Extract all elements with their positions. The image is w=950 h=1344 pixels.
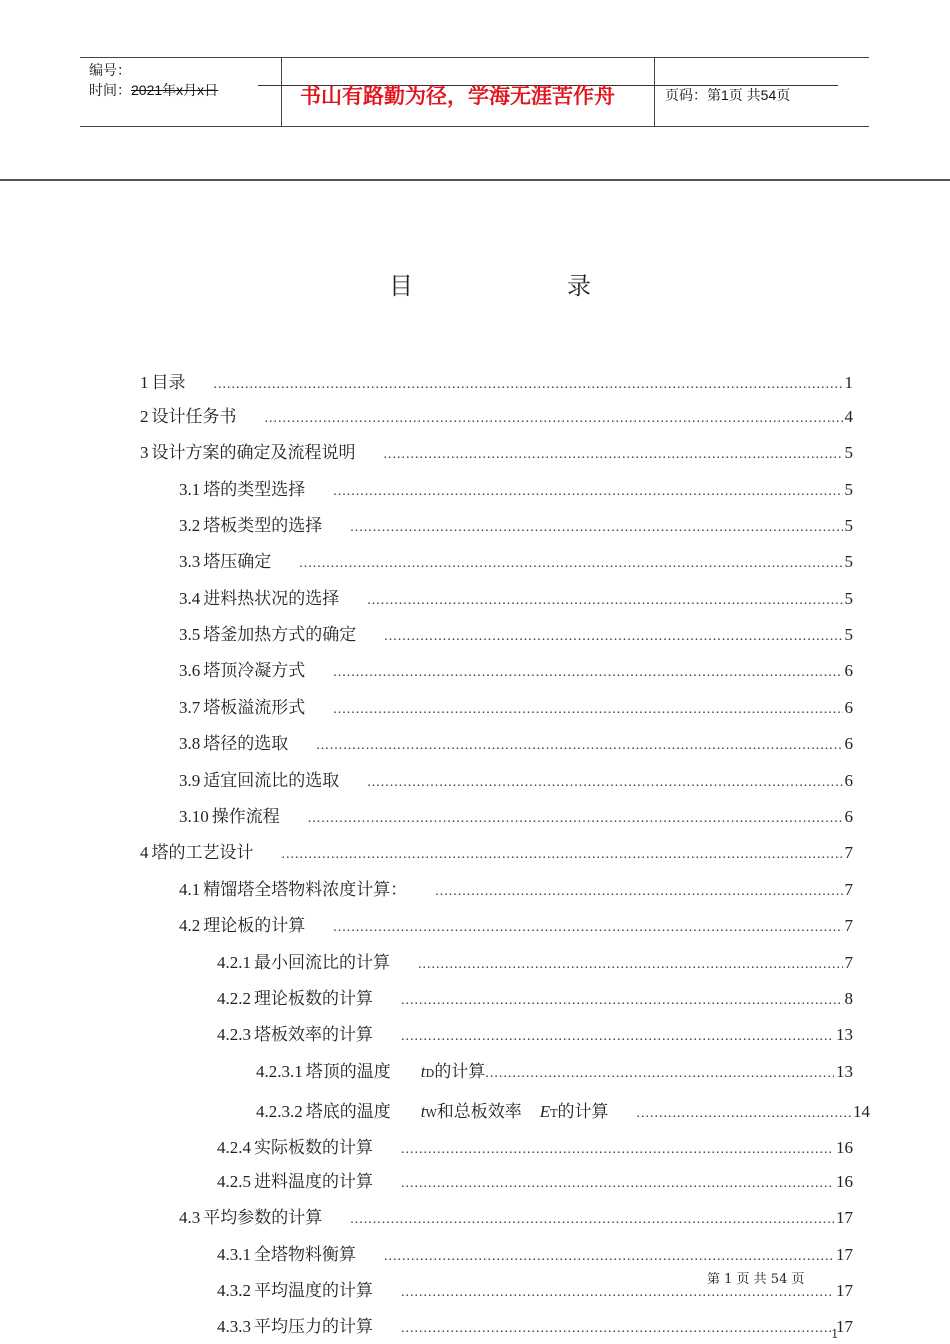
toc-entry-number: 3.5 <box>179 625 201 644</box>
toc-entry-leader-dots <box>333 702 842 718</box>
toc-entry-title: 精馏塔全塔物料浓度计算： <box>203 880 408 900</box>
toc-entry[interactable] <box>179 475 853 503</box>
toc-entry-title: 设计任务书 <box>151 407 237 427</box>
toc-entry-title: 平均压力的计算 <box>254 1317 373 1337</box>
toc-entry[interactable] <box>179 656 853 684</box>
toc-entry-title: 适宜回流比的选取 <box>203 771 340 791</box>
toc-entry-variable-subscript: W <box>425 1107 437 1120</box>
toc-entry-leader-dots <box>384 1249 834 1265</box>
toc-entry-number: 4.3.3 <box>217 1317 251 1336</box>
toc-title-left: 目 <box>389 272 413 300</box>
toc-entry-leader-dots <box>418 957 843 973</box>
toc-entry[interactable] <box>217 1240 853 1268</box>
toc-entry-leader-dots <box>485 1066 834 1082</box>
toc-entry-leader-dots <box>401 1142 834 1158</box>
header-divider-left <box>281 57 282 126</box>
toc-entry-leader-dots <box>367 775 842 791</box>
toc-entry-page: 16 <box>836 1138 853 1157</box>
toc-entry-leader-dots <box>350 520 842 536</box>
toc-entry-leader-dots <box>333 665 842 681</box>
toc-entry-page: 7 <box>844 880 853 899</box>
toc-entry-page: 17 <box>836 1208 853 1227</box>
toc-entry[interactable] <box>140 368 853 396</box>
toc-entry-page: 13 <box>836 1062 853 1081</box>
toc-entry[interactable] <box>179 766 853 794</box>
toc-entry-variable: t <box>420 1062 426 1081</box>
toc-entry-number: 3.9 <box>179 771 201 790</box>
toc-entry[interactable] <box>140 402 853 430</box>
toc-entry-leader-dots <box>333 484 842 500</box>
toc-entry-page: 8 <box>844 989 853 1008</box>
toc-entry-leader-dots <box>401 993 843 1009</box>
footer-page-number: 第 1 页 共 54 页 <box>707 1272 805 1287</box>
toc-entry-number: 4 <box>140 843 149 862</box>
toc-entry-title: 设计方案的确定及流程说明 <box>151 443 356 463</box>
header-motto: 书山有路勤为径，学海无涯苦作舟 <box>300 84 615 108</box>
toc-entry-title: 塔板溢流形式 <box>203 698 306 718</box>
toc-entry-page: 17 <box>836 1281 853 1300</box>
toc-entry[interactable] <box>256 1097 870 1125</box>
toc-entry-title: 平均参数的计算 <box>203 1208 323 1228</box>
toc-entry-page: 6 <box>844 734 853 753</box>
toc-entry-leader-dots <box>265 411 843 427</box>
toc-entry[interactable] <box>140 438 853 466</box>
toc-entry-title: 最小回流比的计算 <box>254 953 390 973</box>
toc-entry[interactable] <box>217 1020 853 1048</box>
toc-entry[interactable] <box>217 1312 853 1340</box>
toc-entry-title: 理论板的计算 <box>203 916 306 936</box>
toc-entry-variable-subscript: D <box>425 1067 435 1080</box>
toc-entry[interactable] <box>179 911 853 939</box>
toc-entry-tail: 的计算 <box>557 1102 609 1122</box>
toc-entry[interactable] <box>140 838 853 866</box>
toc-entry-leader-dots <box>401 1176 834 1192</box>
toc-entry-title: 平均温度的计算 <box>254 1281 373 1301</box>
header-time <box>89 80 218 100</box>
toc-entry[interactable] <box>179 693 853 721</box>
toc-entry-number: 3.4 <box>179 589 201 608</box>
toc-entry-variable-2: E <box>539 1102 551 1121</box>
toc-entry-leader-dots <box>401 1285 834 1301</box>
toc-entry-number: 2 <box>140 407 149 426</box>
toc-entry[interactable] <box>179 620 853 648</box>
toc-entry[interactable] <box>179 729 853 757</box>
toc-entry-number: 3.8 <box>179 734 201 753</box>
toc-entry-page: 6 <box>844 807 853 826</box>
toc-entry-page: 13 <box>836 1025 853 1044</box>
toc-entry-title: 塔的类型选择 <box>203 480 306 500</box>
footer-corner-number: 1 <box>831 1327 839 1341</box>
toc-entry-leader-dots <box>384 629 842 645</box>
toc-entry-page: 5 <box>844 516 853 535</box>
toc-entry-page: 1 <box>844 373 853 392</box>
toc-entry-number: 4.2.1 <box>217 953 251 972</box>
toc-entry[interactable] <box>179 875 853 903</box>
toc-entry-number: 3.2 <box>179 516 201 535</box>
header-number-label: 编号： <box>89 62 131 78</box>
toc-title-right: 录 <box>567 272 591 300</box>
toc-entry-title: 塔底的温度 <box>305 1102 391 1122</box>
toc-entry[interactable] <box>179 584 853 612</box>
toc-entry-leader-dots <box>401 1029 834 1045</box>
toc-entry-page: 4 <box>844 407 853 426</box>
toc-entry-formula <box>421 1057 486 1082</box>
toc-entry[interactable] <box>217 984 853 1012</box>
toc-entry[interactable] <box>217 1133 853 1161</box>
toc-entry-number: 4.2.3 <box>217 1025 251 1044</box>
toc-entry-number: 4.2.3.2 <box>256 1102 303 1121</box>
toc-entry-title: 塔顶的温度 <box>305 1062 391 1082</box>
toc-entry-page: 17 <box>836 1245 853 1264</box>
toc-entry-page: 5 <box>844 625 853 644</box>
toc-entry-number: 3 <box>140 443 149 462</box>
toc-entry-title: 理论板数的计算 <box>254 989 373 1009</box>
toc-entry-title: 塔板类型的选择 <box>203 516 323 536</box>
toc-entry-title: 塔的工艺设计 <box>151 843 254 863</box>
toc-entry-page: 6 <box>844 661 853 680</box>
toc-entry-page: 5 <box>844 552 853 571</box>
toc-entry-page: 6 <box>844 698 853 717</box>
toc-entry-number: 4.3.1 <box>217 1245 251 1264</box>
toc-entry-number: 4.2.2 <box>217 989 251 1008</box>
toc-entry-title: 塔径的选取 <box>203 734 289 754</box>
toc-entry-number: 4.3.2 <box>217 1281 251 1300</box>
toc-entry-leader-dots <box>333 920 842 936</box>
toc-entry-leader-dots <box>384 447 843 463</box>
toc-entry-leader-dots <box>308 811 843 827</box>
toc-entry-title: 操作流程 <box>211 807 280 827</box>
toc-entry-page: 7 <box>844 953 853 972</box>
toc-entry-page: 16 <box>836 1172 853 1191</box>
toc-entry-page: 7 <box>844 843 853 862</box>
toc-entry-number: 3.7 <box>179 698 201 717</box>
toc-entry-leader-dots <box>316 738 842 754</box>
toc-entry-number: 4.2.3.1 <box>256 1062 303 1081</box>
toc-entry-title: 实际板数的计算 <box>254 1138 373 1158</box>
toc-entry-title: 塔釜加热方式的确定 <box>203 625 357 645</box>
toc-entry-title: 塔板效率的计算 <box>254 1025 373 1045</box>
toc-entry-number: 4.3 <box>179 1208 201 1227</box>
header-divider-right <box>654 57 655 126</box>
toc-entry-number: 4.2.5 <box>217 1172 251 1191</box>
toc-entry-leader-dots <box>637 1106 851 1122</box>
toc-entry-leader-dots <box>299 556 842 572</box>
toc-entry-page: 14 <box>853 1102 870 1121</box>
toc-entry-tail: 的计算 <box>434 1062 486 1082</box>
toc-entry-number: 4.2 <box>179 916 201 935</box>
toc-entry-number: 1 <box>140 373 149 392</box>
toc-entry-title: 全塔物料衡算 <box>254 1245 356 1265</box>
toc-entry-page: 5 <box>844 589 853 608</box>
toc-entry-page: 6 <box>844 771 853 790</box>
toc-entry-number: 3.10 <box>179 807 209 826</box>
toc-entry-variable-2-subscript: T <box>550 1107 558 1120</box>
toc-entry[interactable] <box>256 1057 853 1085</box>
header-time-label: 时间： <box>89 82 131 98</box>
toc-entry-variable: t <box>420 1102 426 1121</box>
header-time-value: 2021年x月x日 <box>131 82 219 98</box>
toc-entry-page: 5 <box>844 443 853 462</box>
header-rule <box>0 179 950 181</box>
toc-entry-mid-text: 和总板效率 <box>436 1102 522 1122</box>
toc-entry[interactable] <box>179 802 853 830</box>
toc-entry-number: 4.2.4 <box>217 1138 251 1157</box>
toc-entry-formula <box>421 1097 609 1122</box>
toc-entry-leader-dots <box>401 1321 834 1337</box>
toc-entry-page: 5 <box>844 480 853 499</box>
toc-entry-number: 3.6 <box>179 661 201 680</box>
toc-entry[interactable] <box>217 1167 853 1195</box>
toc-entry-leader-dots <box>350 1212 834 1228</box>
toc-entry-page: 17 <box>836 1317 853 1336</box>
toc-entry[interactable] <box>179 511 853 539</box>
toc-entry-title: 塔压确定 <box>203 552 272 572</box>
toc-entry[interactable] <box>179 1203 853 1231</box>
toc-entry-title: 目录 <box>151 373 186 393</box>
toc-entry-leader-dots <box>367 593 842 609</box>
toc-entry-number: 3.1 <box>179 480 201 499</box>
toc-entry-title: 塔顶冷凝方式 <box>203 661 306 681</box>
toc-entry-leader-dots <box>435 884 842 900</box>
toc-entry-title: 进料温度的计算 <box>254 1172 373 1192</box>
toc-entry-leader-dots <box>214 377 843 393</box>
toc-entry-title: 进料热状况的选择 <box>203 589 340 609</box>
header-page-label: 页码：第1页 共54页 <box>665 87 791 103</box>
toc-entry-page: 7 <box>844 916 853 935</box>
toc-entry-number: 4.1 <box>179 880 201 899</box>
toc-entry-number: 3.3 <box>179 552 201 571</box>
toc-entry[interactable] <box>217 948 853 976</box>
toc-entry-leader-dots <box>282 847 843 863</box>
toc-entry[interactable] <box>179 547 853 575</box>
